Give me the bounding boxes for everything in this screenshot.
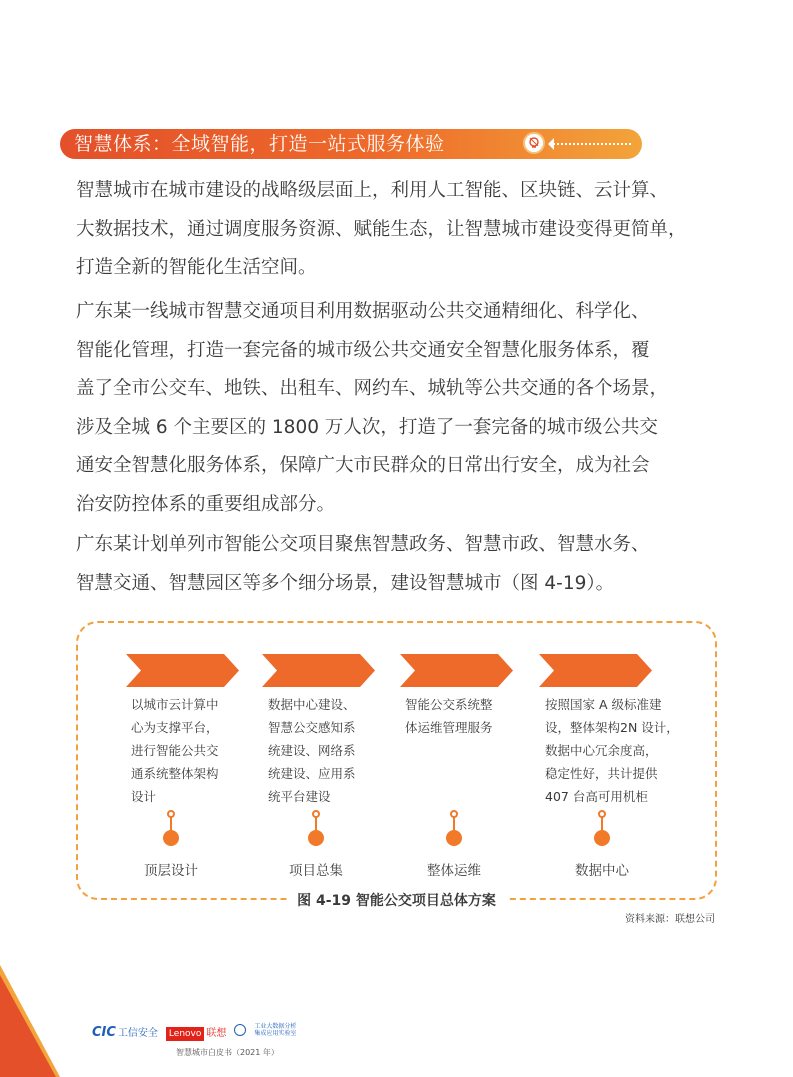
corner-decoration — [0, 965, 80, 1077]
step-line: 统建设、应用系 — [268, 766, 356, 781]
chevron-arrow-icon — [126, 654, 240, 687]
paragraph-line: 涉及全城 6 个主要区的 1800 万人次，打造了一套完备的城市级公共交 — [76, 416, 658, 438]
step-line: 心为支撑平台， — [131, 720, 219, 735]
paragraph-line: 治安防控体系的重要组成部分。 — [76, 493, 336, 515]
step-node — [446, 830, 462, 846]
step-line: 407 台高可用机柜 — [545, 789, 648, 804]
step-node — [308, 830, 324, 846]
step-line: 体运维管理服务 — [405, 720, 493, 735]
section-title: 智慧体系：全域智能，打造一站式服务体验 — [74, 133, 445, 155]
step-node — [594, 830, 610, 846]
step-line: 进行智能公共交 — [131, 743, 219, 758]
footer-document-title: 智慧城市白皮书（2021 年） — [176, 1048, 279, 1057]
step-line: 以城市云计算中 — [131, 697, 219, 712]
cic-logo-text: CIC — [92, 1024, 116, 1040]
cic-logo — [92, 1021, 158, 1040]
node-stem-cap — [312, 810, 320, 818]
step-line: 统建设、网络系 — [268, 743, 356, 758]
paragraph-line: 智慧城市在城市建设的战略级层面上，利用人工智能、区块链、云计算、 — [76, 180, 669, 201]
paragraph-line: 广东某计划单列市智能公交项目聚焦智慧政务、智慧市政、智慧水务、 — [76, 534, 650, 555]
paragraph-intro — [76, 172, 726, 288]
lenovo-logo — [166, 1021, 226, 1040]
step-description-data-center — [545, 693, 679, 808]
paragraph-line: 智能化管理，打造一套完备的城市级公共交通安全智慧化服务体系，覆 — [76, 339, 650, 361]
step-description-top-design — [131, 693, 219, 808]
step-line: 数据中心冗余度高， — [545, 743, 658, 758]
cic-logo-sub: 工信安全 — [117, 1027, 158, 1039]
step-line: 稳定性好，共计提供 — [545, 766, 658, 781]
step-line: 智慧公交感知系 — [268, 720, 356, 735]
paragraph-line: 通安全智慧化服务体系，保障广大市民群众的日常出行安全，成为社会 — [76, 455, 650, 476]
step-line: 统平台建设 — [268, 789, 331, 804]
section-banner — [60, 129, 642, 159]
step-label-operations: 整体运维 — [427, 863, 481, 879]
step-line: 智能公交系统整 — [405, 697, 493, 712]
chevron-arrow-icon — [400, 654, 514, 687]
chevron-arrow-icon — [539, 654, 653, 687]
paragraph-line: 智慧交通、智慧园区等多个细分场景，建设智慧城市（图 4-19）。 — [76, 572, 615, 594]
paragraph-traffic — [76, 293, 726, 524]
lenovo-logo-text: Lenovo — [166, 1027, 204, 1041]
figure-caption: 图 4-19 智能公交项目总体方案 — [287, 893, 506, 909]
step-description-integration — [268, 693, 356, 808]
step-label-top-design: 顶层设计 — [144, 863, 198, 879]
chevron-arrow-icon — [262, 654, 376, 687]
paragraph-line: 大数据技术，通过调度服务资源、赋能生态，让智慧城市建设变得更简单， — [76, 218, 687, 240]
node-stem-cap — [450, 810, 458, 818]
step-line: 设计 — [131, 789, 157, 804]
figure-source: 资料来源：联想公司 — [625, 914, 715, 925]
step-line: 数据中心建设、 — [268, 697, 356, 712]
footer-logos — [92, 1021, 296, 1039]
step-line: 按照国家 A 级标准建 — [545, 697, 662, 712]
step-node — [163, 830, 179, 846]
step-description-operations — [405, 693, 493, 739]
step-label-integration: 项目总集 — [289, 863, 343, 879]
lenovo-logo-cn: 联想 — [206, 1027, 227, 1039]
paragraph-line: 广东某一线城市智慧交通项目利用数据驱动公共交通精细化、科学化、 — [76, 301, 650, 322]
lab-logo-text — [254, 1023, 296, 1037]
lab-logo-line: 工业大数据分析 — [254, 1023, 297, 1030]
paragraph-bus — [76, 526, 726, 603]
lab-logo-line: 集成应用实验室 — [254, 1030, 297, 1037]
node-stem-cap — [598, 810, 606, 818]
node-stem-cap — [167, 810, 175, 818]
step-line: 通系统整体架构 — [131, 766, 219, 781]
page-number: 53 — [66, 993, 87, 1012]
paragraph-line: 打造全新的智能化生活空间。 — [76, 257, 317, 278]
step-label-data-center: 数据中心 — [575, 863, 629, 879]
step-line: 设，整体架构2N 设计， — [545, 720, 679, 735]
lab-logo-icon — [234, 1024, 246, 1036]
dotted-arrow-line — [553, 143, 631, 147]
paragraph-line: 盖了全市公交车、地铁、出租车、网约车、城轨等公共交通的各个场景， — [76, 378, 669, 399]
figure-caption-wrapper — [0, 890, 793, 910]
idea-bulb-icon — [523, 132, 545, 154]
